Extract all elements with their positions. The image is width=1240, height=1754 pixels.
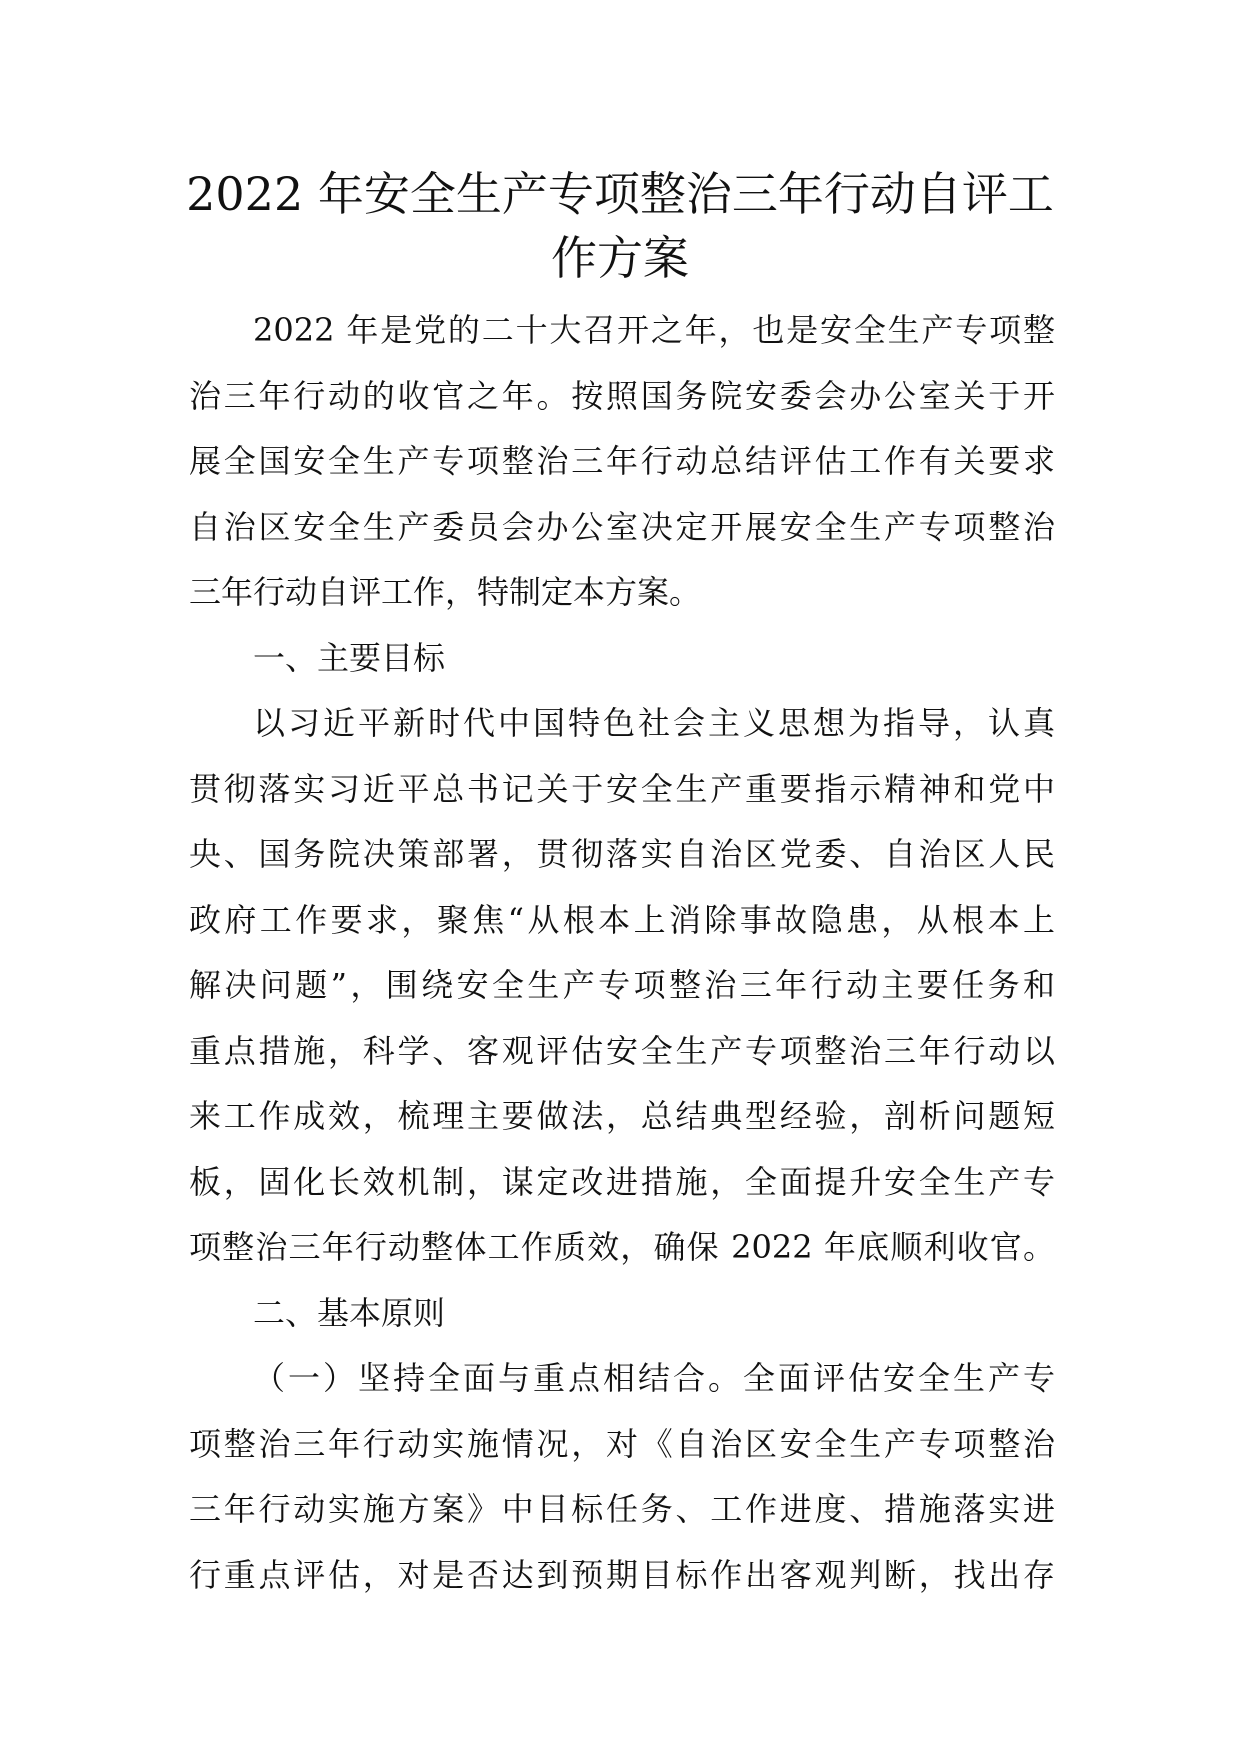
body-line: 三年行动实施方案》中目标任务、工作进度、措施落实进 bbox=[189, 1490, 1055, 1528]
body-line: 项整治三年行动实施情况，对《自治区安全生产专项整治 bbox=[189, 1424, 1055, 1463]
body-line: 央、国务院决策部署，贯彻落实自治区党委、自治区人民 bbox=[189, 835, 1055, 873]
body-line: 三年行动自评工作，特制定本方案。 bbox=[189, 573, 702, 611]
body-line: 贯彻落实习近平总书记关于安全生产重要指示精神和党中 bbox=[189, 769, 1055, 808]
document-title bbox=[140, 162, 1100, 290]
body-line: 展全国安全生产专项整治三年行动总结评估工作有关要求 bbox=[189, 442, 1055, 480]
body-line: 项整治三年行动整体工作质效，确保 2022 年底顺利收官。 bbox=[189, 1228, 1055, 1266]
body-line: （一）坚持全面与重点相结合。全面评估安全生产专 bbox=[253, 1359, 1055, 1397]
body-line: 行重点评估，对是否达到预期目标作出客观判断，找出存 bbox=[189, 1555, 1055, 1594]
body-line: 板，固化长效机制，谋定改进措施，全面提升安全生产专 bbox=[189, 1162, 1055, 1201]
title-line-2: 作方案 bbox=[551, 231, 689, 285]
body-line: 一、主要目标 bbox=[253, 638, 446, 677]
body-line: 政府工作要求，聚焦“从根本上消除事故隐患，从根本上 bbox=[189, 900, 1055, 939]
body-line: 治三年行动的收官之年。按照国务院安委会办公室关于开 bbox=[189, 376, 1055, 415]
body-line: 二、基本原则 bbox=[253, 1293, 446, 1332]
body-line: 2022 年是党的二十大召开之年，也是安全生产专项整 bbox=[253, 311, 1055, 349]
body-line: 解决问题”，围绕安全生产专项整治三年行动主要任务和 bbox=[189, 966, 1055, 1004]
body-line: 重点措施，科学、客观评估安全生产专项整治三年行动以 bbox=[189, 1031, 1055, 1070]
document-body bbox=[189, 298, 1055, 1608]
title-line-1: 2022 年安全生产专项整治三年行动自评工 bbox=[186, 167, 1054, 221]
body-line: 自治区安全生产委员会办公室决定开展安全生产专项整治 bbox=[189, 507, 1055, 546]
body-line: 以习近平新时代中国特色社会主义思想为指导，认真 bbox=[253, 704, 1055, 742]
body-line: 来工作成效，梳理主要做法，总结典型经验，剖析问题短 bbox=[189, 1097, 1055, 1135]
